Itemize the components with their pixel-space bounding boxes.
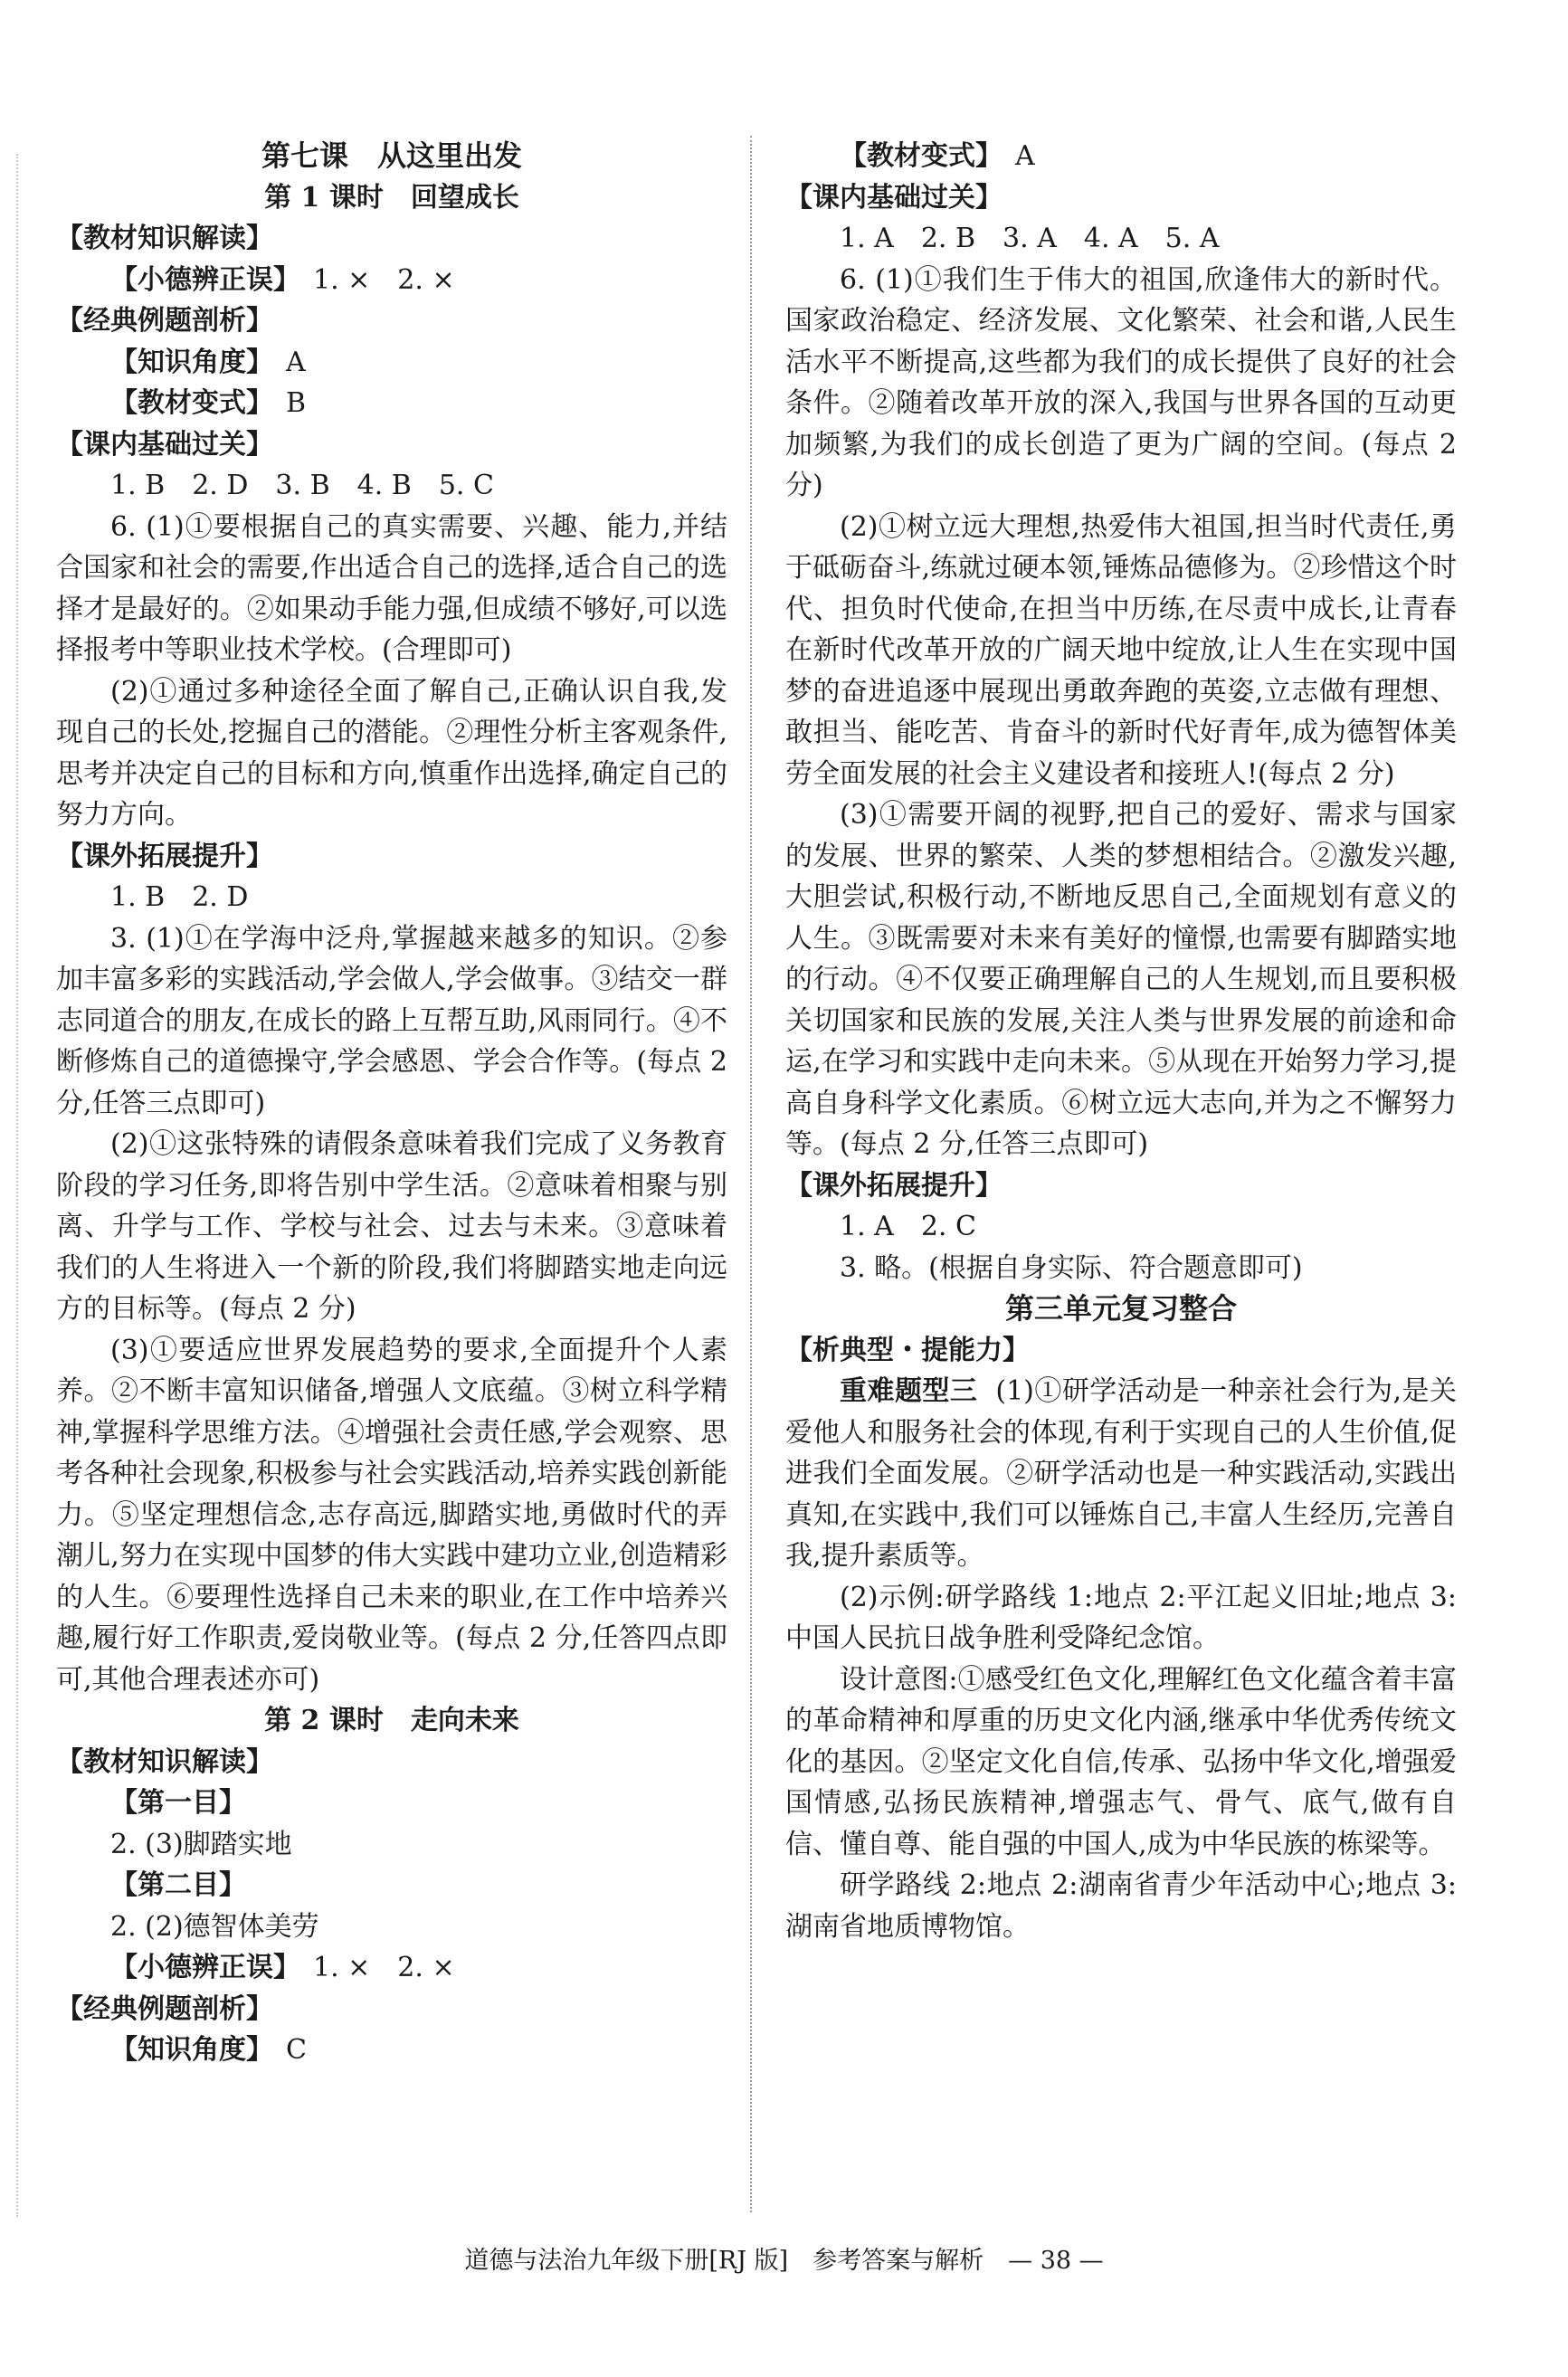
answer-paragraph: 6. (1)①要根据自己的真实需要、兴趣、能力,并结合国家和社会的需要,作出适合自己的选择,适合自己的选择才是最好的。②如果动手能力强,但成绩不够好,可以选择报考中等职业技术学校。(合理即可) bbox=[56, 510, 727, 666]
answer-text: 1. × 2. × bbox=[313, 1952, 455, 1983]
sub-heading-label: 【第二目】 bbox=[110, 1869, 246, 1901]
answer-text: 2. (3)脚踏实地 bbox=[110, 1828, 292, 1860]
sub-heading: 【知识角度】 bbox=[110, 2034, 273, 2066]
answer-paragraph: (2)示例:研学路线 1:地点 2:平江起义旧址;地点 3:中国人民抗日战争胜利受降纪念馆。 bbox=[785, 1581, 1457, 1654]
sub-heading: 【小德辨正误】 bbox=[110, 1952, 300, 1983]
section-heading: 【教材知识解读】 bbox=[56, 1745, 273, 1778]
column-divider bbox=[750, 136, 752, 2212]
answer-paragraph bbox=[785, 1371, 1457, 1577]
sub-heading: 【教材变式】 bbox=[840, 140, 1003, 172]
answer-paragraph: (2)①这张特殊的请假条意味着我们完成了义务教育阶段的学习任务,即将告别中学生活。②意味着相聚与别离、升学与工作、学校与社会、过去与未来。③意味着我们的人生将进入一个新的阶段,我们将脚踏实地走向远方的目标等。(每点 2 分) bbox=[56, 1128, 727, 1325]
answer-text: A bbox=[1015, 140, 1035, 172]
choice-answers: 1. A 2. C bbox=[840, 1211, 976, 1242]
section-heading: 【经典例题剖析】 bbox=[56, 305, 273, 337]
section-heading: 【课内基础过关】 bbox=[785, 181, 1003, 214]
section-heading: 【经典例题剖析】 bbox=[56, 1992, 273, 2025]
answer-line bbox=[110, 2030, 727, 2071]
section-heading: 【课外拓展提升】 bbox=[785, 1169, 1003, 1202]
answer-line bbox=[110, 383, 727, 424]
margin-rule bbox=[16, 154, 18, 2217]
period-title: 第 2 课时 走向未来 bbox=[264, 1705, 519, 1736]
answer-text: 3. 略。(根据自身实际、符合题意即可) bbox=[840, 1251, 1303, 1284]
answer-paragraph: 6. (1)①我们生于伟大的祖国,欣逢伟大的新时代。国家政治稳定、经济发展、文化繁荣、社会和谐,人民生活水平不断提高,这些都为我们的成长提供了良好的社会条件。②随着改革开放的深入,我国与世界各国的互动更加频繁,为我们的成长创造了更为广阔的空间。(每点 2 分) bbox=[785, 263, 1457, 501]
answer-line bbox=[110, 342, 727, 384]
answer-text: 2. (2)德智体美劳 bbox=[110, 1910, 319, 1943]
section-heading: 【析典型・提能力】 bbox=[785, 1334, 1030, 1366]
right-column bbox=[785, 136, 1457, 1947]
page-footer: 道德与法治九年级下册[RJ 版] 参考答案与解析 — 38 — bbox=[464, 2247, 1104, 2275]
answer-text: B bbox=[286, 387, 307, 419]
answer-paragraph: (3)①需要开阔的视野,把自己的爱好、需求与国家的发展、世界的繁荣、人类的梦想相结合。②激发兴趣,大胆尝试,积极行动,不断地反思自己,全面规划有意义的人生。③既需要对未来有美好的憧憬,也需要有脚踏实地的行动。④不仅要正确理解自己的人生规划,而且要积极关切国家和民族的发展,关注人类与世界发展的前途和命运,在学习和实践中走向未来。⑤从现在开始努力学习,提高自身科学文化素质。⑥树立远大志向,并为之不懈努力等。(每点 2 分,任答三点即可) bbox=[785, 799, 1457, 1160]
answer-line bbox=[840, 136, 1457, 177]
period-title: 第 1 课时 回望成长 bbox=[264, 181, 519, 214]
sub-heading: 【知识角度】 bbox=[110, 346, 273, 378]
answer-paragraph: (2)①通过多种途径全面了解自己,正确认识自我,发现自己的长处,挖掘自己的潜能。②理性分析主客观条件,思考并决定自己的目标和方向,慎重作出选择,确定自己的努力方向。 bbox=[56, 675, 727, 831]
choice-answers: 1. B 2. D bbox=[110, 881, 249, 913]
sub-heading bbox=[110, 1865, 727, 1906]
section-heading: 【课外拓展提升】 bbox=[56, 840, 273, 872]
answer-line bbox=[110, 1947, 727, 1989]
sub-heading-label: 【第一目】 bbox=[110, 1787, 246, 1819]
lesson-title: 第七课 从这里出发 bbox=[261, 138, 522, 173]
answer-text: 1. × 2. × bbox=[313, 263, 455, 296]
choice-answers: 1. B 2. D 3. B 4. B 5. C bbox=[110, 470, 494, 501]
key-type-label: 重难题型三 bbox=[840, 1375, 978, 1407]
answer-line bbox=[110, 260, 727, 301]
section-heading: 【课内基础过关】 bbox=[56, 428, 273, 461]
answer-paragraph: 设计意图:①感受红色文化,理解红色文化蕴含着丰富的革命精神和厚重的历史文化内涵,继承中华优秀传统文化的基因。②坚定文化自信,传承、弘扬中华文化,增强爱国情感,弘扬民族精神,增强志气、骨气、底气,做有自信、懂自尊、能自强的中国人,成为中华民族的栋梁等。 bbox=[785, 1663, 1457, 1860]
left-column bbox=[56, 136, 727, 2071]
sub-heading: 【小德辨正误】 bbox=[110, 263, 300, 296]
section-heading: 【教材知识解读】 bbox=[56, 223, 273, 254]
choice-answers: 1. A 2. B 3. A 4. A 5. A bbox=[840, 223, 1220, 254]
answer-paragraph: (3)①要适应世界发展趋势的要求,全面提升个人素养。②不断丰富知识储备,增强人文底蕴。③树立科学精神,掌握科学思维方法。④增强社会责任感,学会观察、思考各种社会现象,积极参与社会实践活动,培养实践创新能力。⑤坚定理想信念,志存高远,脚踏实地,勇做时代的弄潮儿,努力在实现中国梦的伟大实践中建功立业,创造精彩的人生。⑥要理性选择自己未来的职业,在工作中培养兴趣,履行好工作职责,爱岗敬业等。(每点 2 分,任答四点即可,其他合理表述亦可) bbox=[56, 1334, 727, 1696]
sub-heading: 【教材变式】 bbox=[110, 387, 273, 419]
answer-paragraph: 研学路线 2:地点 2:湖南省青少年活动中心;地点 3:湖南省地质博物馆。 bbox=[785, 1869, 1457, 1943]
answer-paragraph: (2)①树立远大理想,热爱伟大祖国,担当时代责任,勇于砥砺奋斗,练就过硬本领,锤炼品德修为。②珍惜这个时代、担负时代使命,在担当中历练,在尽责中成长,让青春在新时代改革开放的广阔天地中绽放,让人生在实现中国梦的奋进追逐中展现出勇敢奔跑的英姿,立志做有理想、敢担当、能吃苦、肯奋斗的新时代好青年,成为德智体美劳全面发展的社会主义建设者和接班人!(每点 2 分) bbox=[785, 510, 1457, 790]
answer-text: (1)①研学活动是一种亲社会行为,是关爱他人和服务社会的体现,有利于实现自己的人生价值,促进我们全面发展。②研学活动也是一种实践活动,实践出真知,在实践中,我们可以锤炼自己,丰富人生经历,完善自我,提升素质等。 bbox=[785, 1375, 1458, 1572]
answer-paragraph: 3. (1)①在学海中泛舟,掌握越来越多的知识。②参加丰富多彩的实践活动,学会做人,学会做事。③结交一群志同道合的朋友,在成长的路上互帮互助,风雨同行。④不断修炼自己的道德操守,学会感恩、学会合作等。(每点 2 分,任答三点即可) bbox=[56, 922, 727, 1119]
answer-text: A bbox=[286, 346, 306, 378]
sub-heading bbox=[110, 1783, 727, 1824]
unit-title: 第三单元复习整合 bbox=[1004, 1291, 1237, 1326]
answer-text: C bbox=[286, 2034, 307, 2066]
